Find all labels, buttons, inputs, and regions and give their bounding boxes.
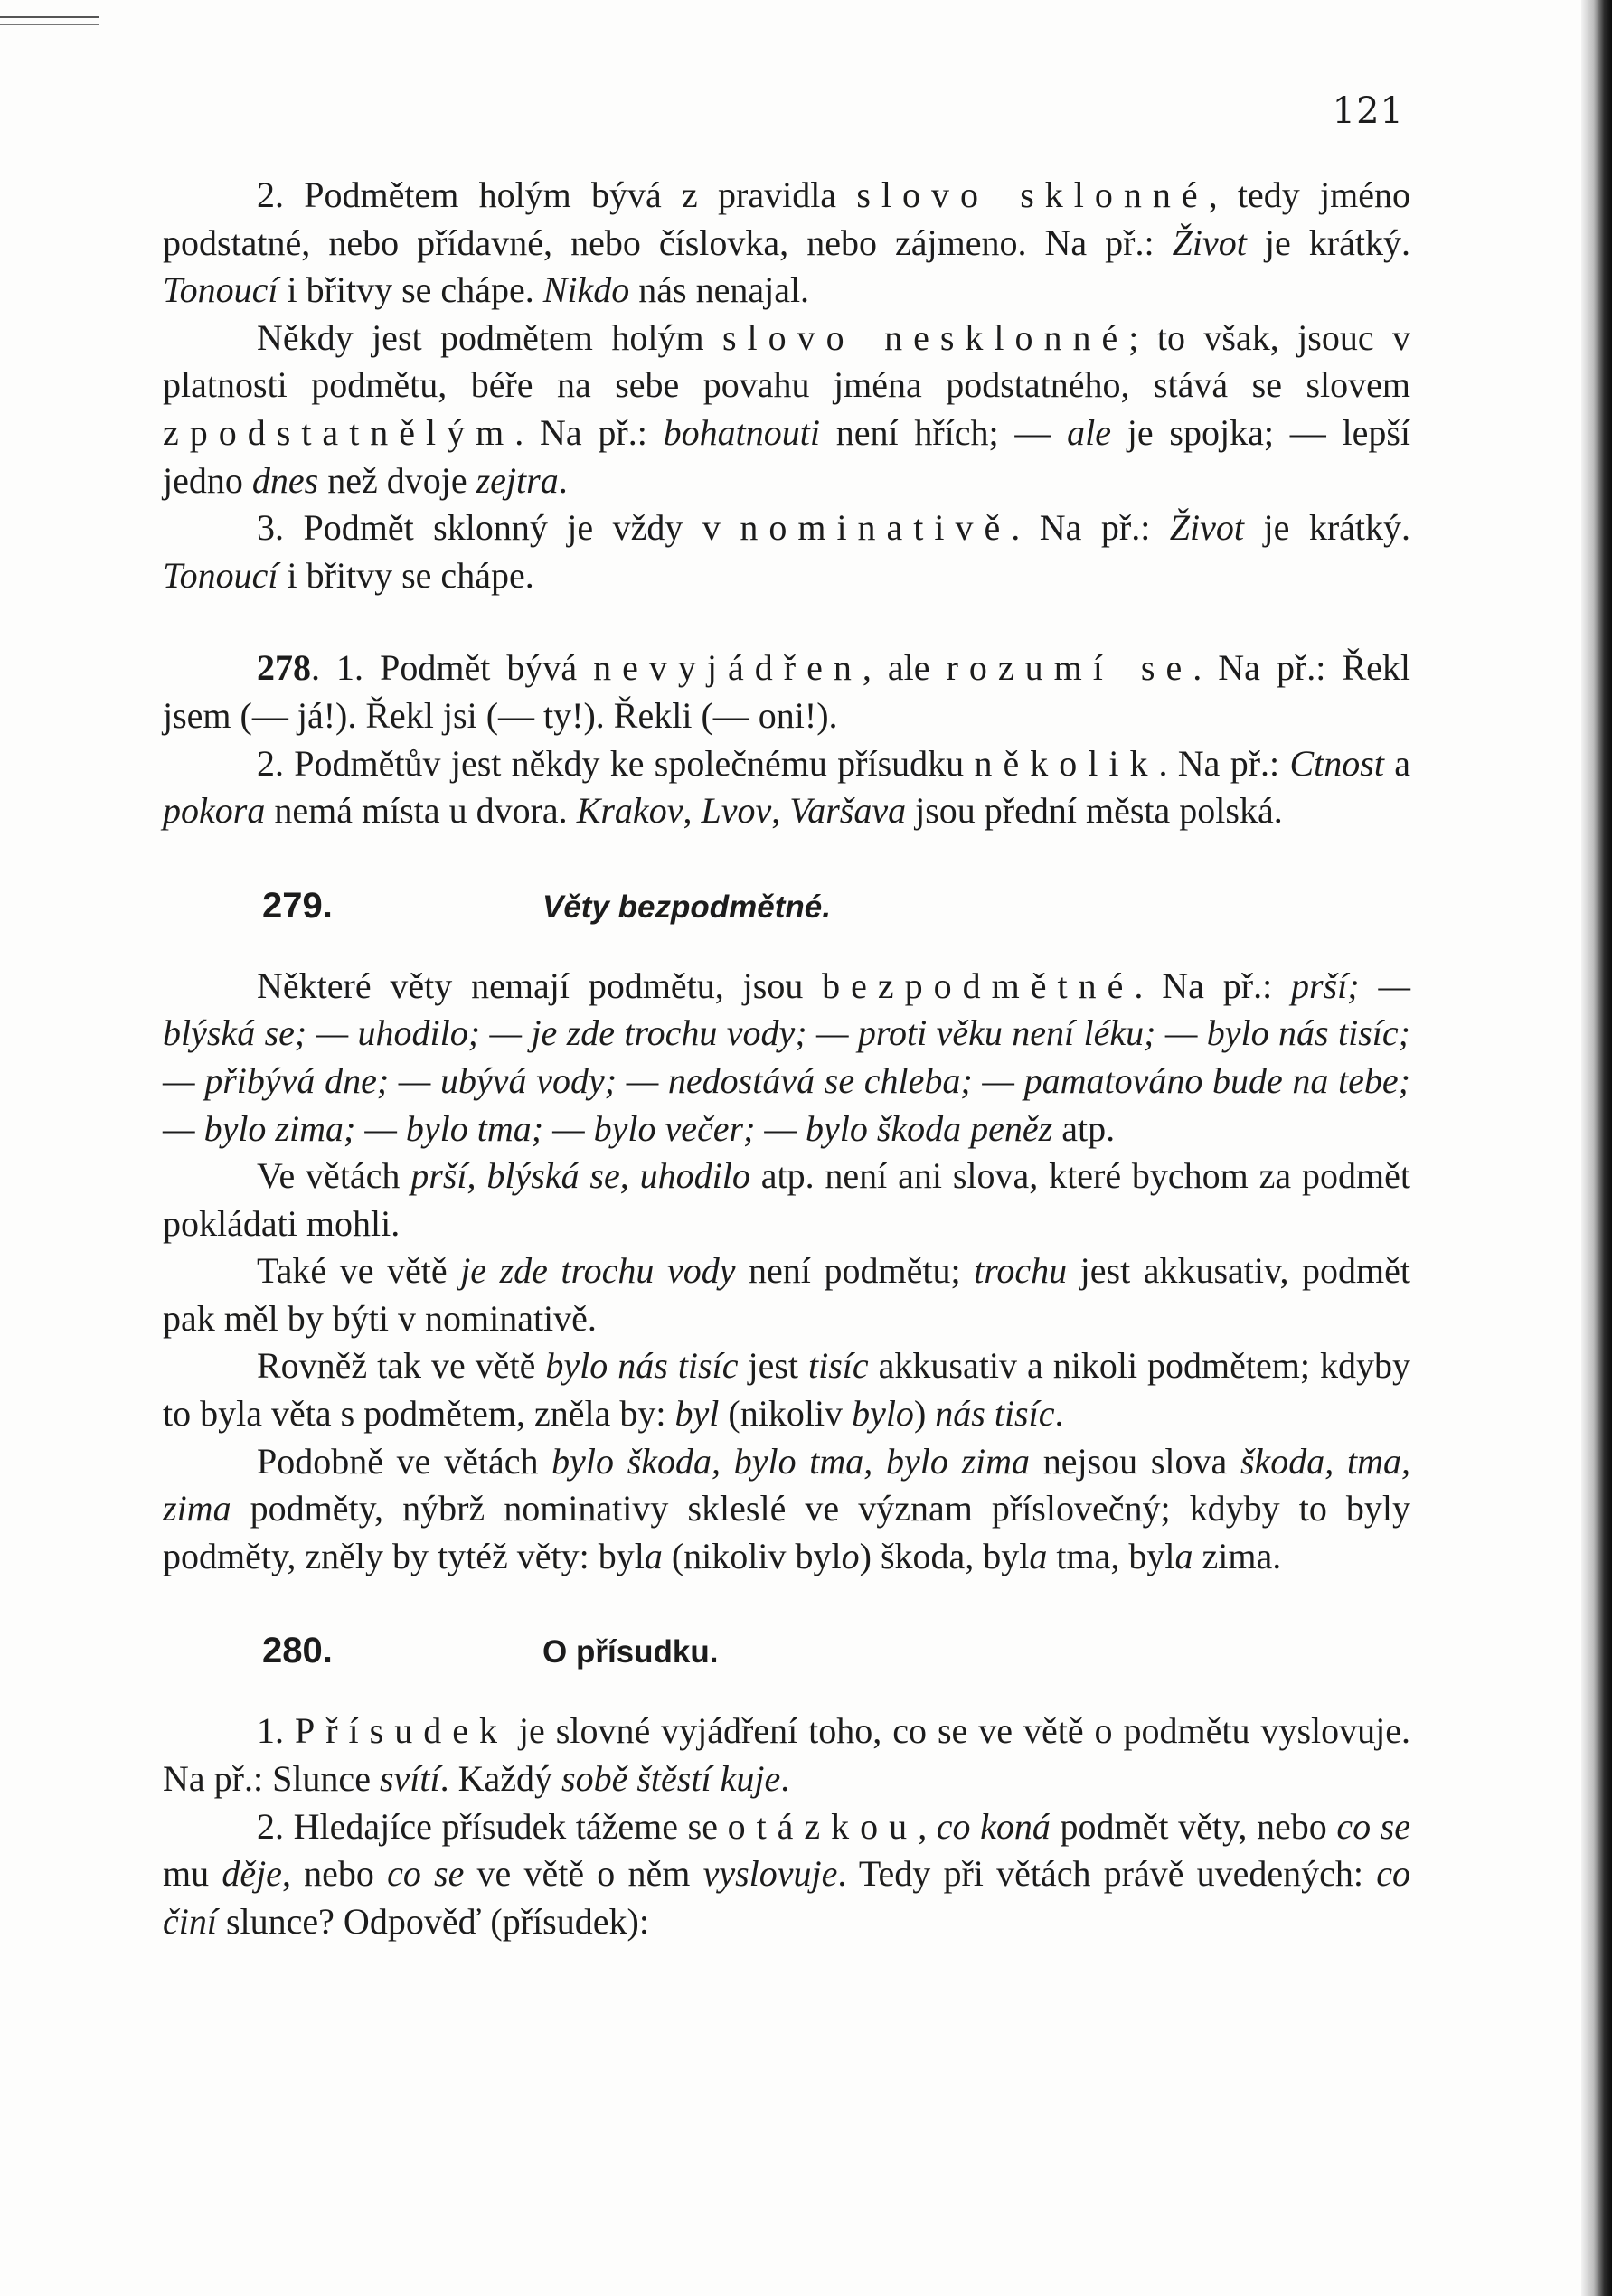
spaced-term: zpodstatnělým xyxy=(163,411,515,453)
text-run: Rovněž tak ve větě xyxy=(257,1345,546,1387)
text-run: nemá místa u dvora. xyxy=(265,790,577,832)
text-run: podmět věty, nebo xyxy=(1050,1805,1337,1847)
example-word: bylo nás tisíc xyxy=(545,1345,739,1387)
text-run: Podobně ve větách xyxy=(257,1440,552,1482)
example-suffix: a xyxy=(1029,1535,1048,1576)
text-run: 2. Hledajíce přísudek tážeme se xyxy=(257,1805,728,1847)
example-word: prší, blýská se, uhodilo xyxy=(410,1155,750,1197)
example-word: Varšava xyxy=(789,790,907,832)
text-run: atp. není ani slova, které bychom za podmět pokládati mohli. xyxy=(163,1155,1410,1244)
example-word: svítí xyxy=(379,1758,440,1800)
text-run: . xyxy=(1054,1393,1064,1435)
paragraph-subject-declinable xyxy=(163,172,1410,315)
paragraph-279-3 xyxy=(163,1247,1410,1342)
example-suffix: o xyxy=(841,1535,860,1576)
text-run: jest xyxy=(738,1345,809,1387)
text-run: 1. xyxy=(257,1710,295,1752)
example-word: vyslovuje xyxy=(702,1853,838,1895)
section-title: O přísudku. xyxy=(542,1634,719,1670)
text-run: . xyxy=(780,1758,790,1800)
example-word: Tonoucí xyxy=(163,269,278,311)
text-run: a xyxy=(1383,742,1410,784)
example-word: co koná xyxy=(936,1805,1051,1847)
text-run: tma, byl xyxy=(1047,1535,1175,1576)
text-run: , xyxy=(918,1805,937,1847)
text-run: . Tedy při větách právě uvedených: xyxy=(837,1853,1377,1895)
text-run: 2. Podmětem holým bývá z pravidla xyxy=(257,174,857,215)
example-word: Ctnost xyxy=(1289,742,1384,784)
example-word: nás tisíc xyxy=(935,1393,1055,1435)
text-run: podměty, nýbrž nominativy skleslé ve význam příslovečný; kdyby to byly podměty, zněly by tytéž věty: byl xyxy=(163,1488,1410,1576)
text-run: . Na př.: xyxy=(514,411,664,453)
text-run: Také ve větě xyxy=(257,1250,461,1292)
text-run: , xyxy=(683,790,702,832)
text-run: . Na př.: xyxy=(1158,742,1290,784)
text-run: slunce? Odpověď (přísudek): xyxy=(216,1900,649,1942)
paragraph-279-4 xyxy=(163,1342,1410,1437)
text-run: ve větě o něm xyxy=(464,1853,703,1895)
text-run: nás nenajal. xyxy=(629,269,810,311)
paragraph-279-1 xyxy=(163,963,1410,1153)
example-suffix: a xyxy=(644,1535,663,1576)
example-word: sobě štěstí kuje xyxy=(561,1758,781,1800)
text-run: . Na př.: xyxy=(1011,507,1170,549)
text-run: jest akkusativ, podmět pak měl by býti v nominativě. xyxy=(163,1250,1410,1339)
text-run: , nebo xyxy=(281,1853,388,1895)
text-run: akkusativ a nikoli podmětem; kdyby to byla věta s podmětem, zněla by: xyxy=(163,1345,1411,1435)
example-word: Život xyxy=(1172,221,1247,263)
text-run: 2. Podmětův jest někdy ke společnému přísudku xyxy=(257,742,975,784)
example-suffix: a xyxy=(1174,1535,1193,1576)
text-run: než dvoje xyxy=(318,459,476,501)
text-run: ; to však, jsouc v platnosti podmětu, béře na sebe povahu jména podstatného, stává se slovem xyxy=(163,316,1410,406)
scan-edge-top xyxy=(0,16,99,25)
spaced-term: několik xyxy=(974,742,1159,784)
spaced-term: slovo sklonné xyxy=(856,174,1209,215)
example-word: Krakov xyxy=(576,790,683,832)
example-word: Tonoucí xyxy=(163,554,278,596)
section-number: 278 xyxy=(257,647,311,689)
section-heading-279 xyxy=(163,886,1410,927)
spaced-term: bezpodmětné xyxy=(822,965,1135,1006)
example-word: byl xyxy=(674,1393,720,1435)
spaced-term: rozumí se xyxy=(946,647,1193,689)
text-run: , xyxy=(771,790,790,832)
spaced-term: nominativě xyxy=(740,507,1012,549)
text-run: zima. xyxy=(1193,1535,1282,1576)
example-word: Život xyxy=(1169,507,1245,549)
section-heading-280 xyxy=(163,1631,1410,1671)
text-run: mu xyxy=(163,1853,222,1895)
text-run: Některé věty nemají podmětu, jsou xyxy=(257,965,823,1006)
paragraph-279-2 xyxy=(163,1153,1410,1247)
paragraph-nominative xyxy=(163,504,1410,599)
text-run: Ve větách xyxy=(257,1155,411,1197)
example-word: dnes xyxy=(251,459,319,501)
text-run: 3. Podmět sklonný je vždy v xyxy=(257,507,740,549)
text-run: (nikoliv byl xyxy=(662,1535,842,1576)
text-run: je spojka; — lepší jedno xyxy=(163,411,1411,501)
section-number: 279. xyxy=(262,885,333,926)
section-title: Věty bezpodmětné. xyxy=(542,889,831,925)
spaced-term: slovo nesklonné xyxy=(721,316,1129,358)
paragraph-280-1 xyxy=(163,1708,1410,1802)
text-run: není podmětu; xyxy=(735,1250,975,1292)
text-run: atp. xyxy=(1052,1107,1116,1149)
spaced-term: otázkou xyxy=(727,1805,919,1847)
example-word: co se xyxy=(1336,1805,1410,1847)
text-run: , tedy jméno podstatné, nebo přídavné, nebo číslovka, nebo zájmeno. Na př.: xyxy=(163,174,1410,263)
example-word: Nikdo xyxy=(542,269,630,311)
text-run: . Každý xyxy=(439,1758,562,1800)
page-number: 121 xyxy=(1332,90,1404,132)
text-run: je krátký. xyxy=(1244,507,1411,549)
example-word: je zde trochu vody xyxy=(460,1250,736,1292)
example-word: ale xyxy=(1067,411,1112,453)
text-run: ) xyxy=(913,1393,936,1435)
text-run: je krátký. xyxy=(1246,221,1410,263)
example-word: bylo škoda, bylo tma, bylo zima xyxy=(551,1440,1031,1482)
paragraph-278-2 xyxy=(163,740,1410,835)
text-run: , ale xyxy=(862,647,947,689)
text-run: jsou přední města polská. xyxy=(906,790,1283,832)
spaced-term: Přísudek xyxy=(294,1710,508,1752)
example-word: děje xyxy=(222,1853,282,1895)
text-run: je slovné vyjádření toho, co se ve větě o podmětu vyslovuje. Na př.: Slunce xyxy=(163,1710,1410,1800)
example-word: bylo xyxy=(852,1393,914,1435)
example-word: trochu xyxy=(974,1250,1068,1292)
text-run: . 1. Podmět bývá xyxy=(311,647,594,689)
text-run: není hřích; — xyxy=(819,411,1068,453)
body-text xyxy=(163,172,1410,1945)
text-run: . Na př.: xyxy=(1134,965,1292,1006)
paragraph-280-2 xyxy=(163,1803,1410,1946)
example-word: pokora xyxy=(163,790,266,832)
text-run: i břitvy se chápe. xyxy=(278,269,543,311)
example-word: co činí xyxy=(163,1853,1410,1942)
paragraph-279-5 xyxy=(163,1438,1410,1581)
paragraph-278-1 xyxy=(163,645,1410,739)
section-number: 280. xyxy=(262,1631,333,1671)
example-word: bohatnouti xyxy=(663,411,820,453)
example-word: tisíc xyxy=(808,1345,869,1387)
text-run: (nikoliv xyxy=(719,1393,853,1435)
text-run: Někdy jest podmětem holým xyxy=(257,316,722,358)
text-run: . xyxy=(558,459,568,501)
example-word: Lvov xyxy=(701,790,772,832)
example-list: prší; — blýská se; — uhodilo; — je zde trochu vody; — proti věku není léku; — bylo nás tisíc; — přibývá dne; — ubývá vody; — nedostává se chleba; — pamatováno bude na tebe; — bylo zima; — bylo tma; — bylo večer; — bylo škoda peněz xyxy=(163,965,1411,1149)
scan-edge-right xyxy=(1581,0,1612,2296)
text-run: . Na př.: Řekl jsem (— já!). Řekl jsi (— ty!). Řekli (— oni!). xyxy=(163,647,1411,736)
spaced-term: nevyjádřen xyxy=(593,647,863,689)
text-run: nejsou slova xyxy=(1030,1440,1240,1482)
example-word: co se xyxy=(387,1853,465,1895)
text-run: ) škoda, byl xyxy=(859,1535,1030,1576)
paragraph-subject-indeclinable xyxy=(163,315,1410,504)
example-word: zejtra xyxy=(476,459,559,501)
example-word: škoda, tma, zima xyxy=(163,1440,1410,1529)
text-run: i břitvy se chápe. xyxy=(278,554,534,596)
